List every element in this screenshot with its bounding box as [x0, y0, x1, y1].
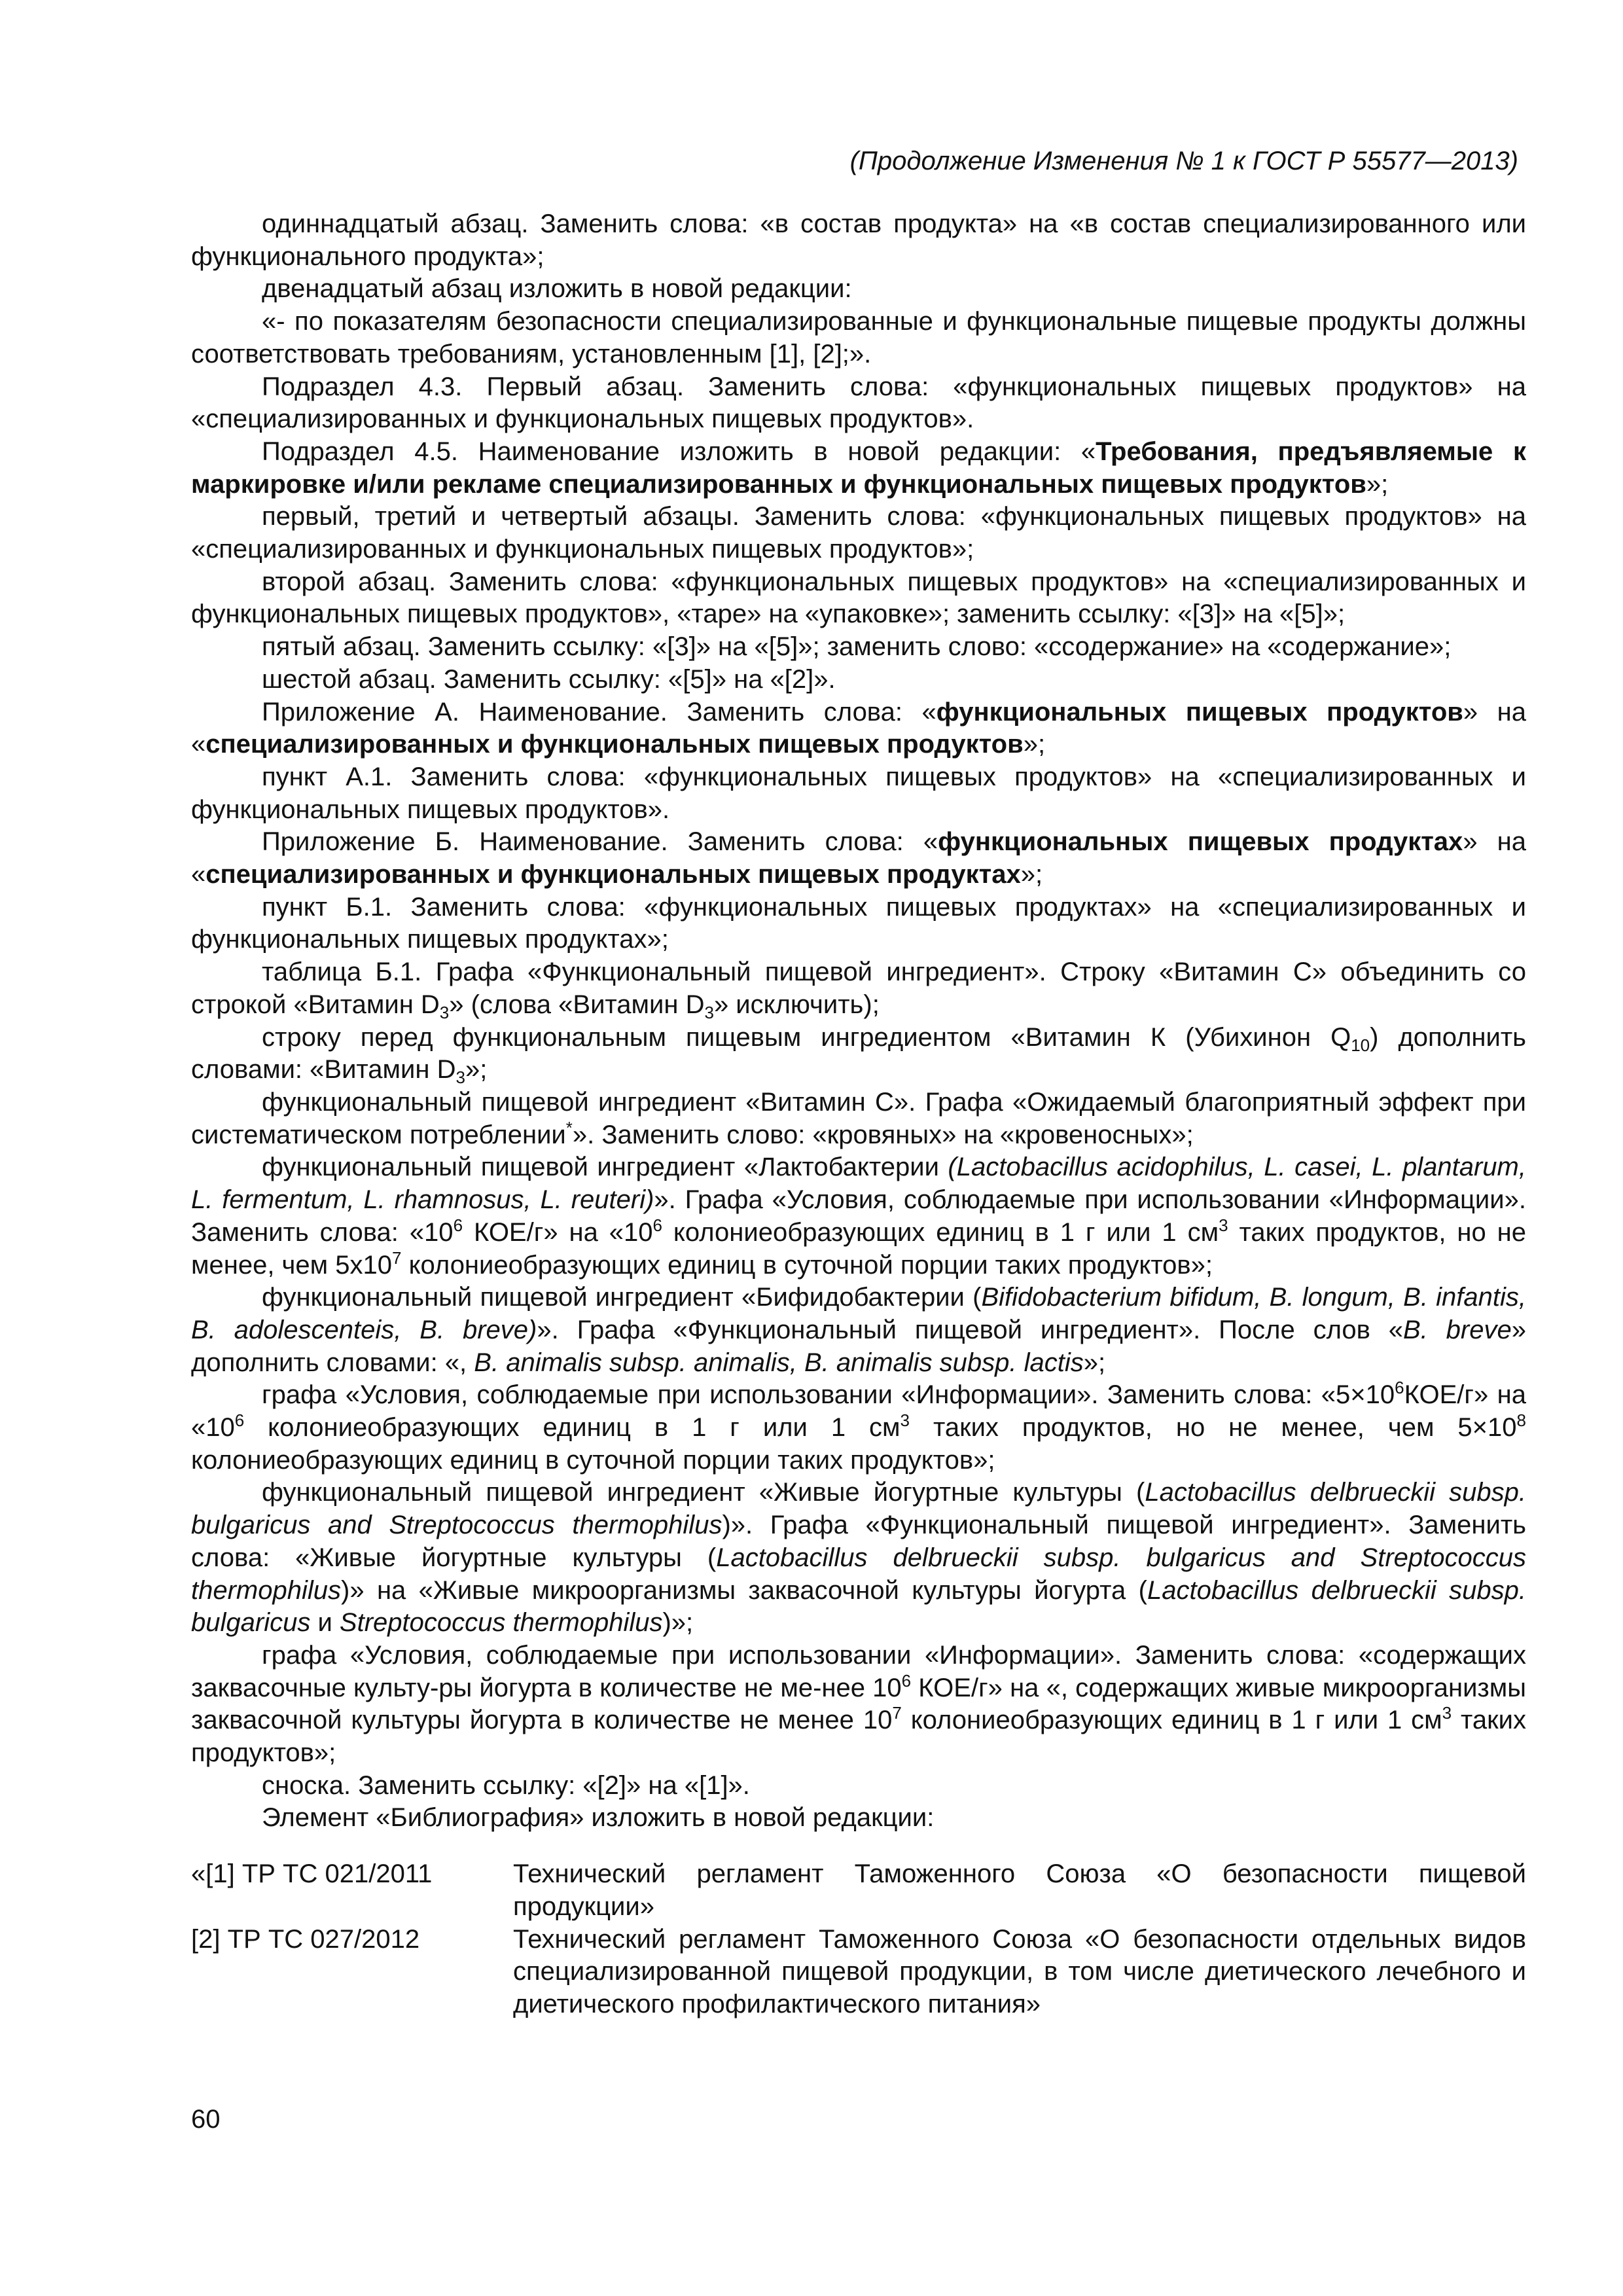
paragraph — [191, 1802, 1526, 1835]
paragraph — [191, 1151, 1526, 1282]
text-run: специализированных и функциональных пищевых продуктах — [205, 860, 1021, 889]
text-run: функциональный пищевой ингредиент «Бифидобактерии ( — [262, 1283, 982, 1312]
text-run: »; — [1023, 730, 1046, 759]
text-run: »; — [465, 1055, 488, 1085]
bibliography — [191, 1858, 1526, 2021]
bibliography-text: Технический регламент Таможенного Союза «О безопасности отдельных видов специализированной пищевой продукции, в том числе диетического лечебного и диетического профилактического питания» — [513, 1924, 1526, 2018]
text-run: КОЕ/г» на «10 — [191, 1380, 1526, 1443]
text-run: 8 — [1516, 1410, 1526, 1431]
text-run: колониеобразующих единиц в 1 г или 1 см — [901, 1706, 1442, 1735]
text-run: 3 — [1442, 1703, 1452, 1723]
text-run: одиннадцатый абзац. Заменить слова: «в состав продукта» на «в состав специализированного или функционального продукта»; — [191, 209, 1526, 271]
text-run: таких продуктов, но не менее, чем 5×10 — [910, 1413, 1517, 1443]
text-run: 6 — [1395, 1378, 1404, 1398]
text-run: таблица Б.1. Графа «Функциональный пищевой ингредиент». Строку «Витамин С» объединить со строкой «Витамин D — [191, 958, 1526, 1019]
text-run: Приложение Б. Наименование. Заменить слова: « — [262, 827, 938, 857]
text-run: функциональный пищевой ингредиент «Живые йогуртные культуры ( — [262, 1478, 1145, 1507]
text-run: » на « — [191, 697, 1526, 759]
bibliography-key: [2] ТР ТС 027/2012 — [191, 1924, 420, 1954]
running-header: (Продолжение Изменения № 1 к ГОСТ Р 55577—2013) — [849, 147, 1518, 175]
paragraph — [191, 1770, 1526, 1803]
document-body — [191, 208, 1526, 2021]
text-run: Подраздел 4.3. Первый абзац. Заменить слова: «функциональных пищевых продуктов» на «специализированных и функциональных пищевых продуктов». — [191, 372, 1526, 434]
text-run: » исключить); — [713, 990, 880, 1019]
text-run: 7 — [892, 1703, 902, 1723]
text-run: таких продуктов, но не менее, чем 5х10 — [191, 1217, 1526, 1280]
paragraph — [191, 1086, 1526, 1151]
text-run: » на « — [191, 827, 1527, 889]
bibliography-entry — [191, 1924, 1526, 2021]
paragraph — [191, 306, 1526, 370]
text-run: B. animalis subsp. animalis, B. animalis subsp. lactis — [474, 1348, 1084, 1377]
text-run: » дополнить словами: «, — [191, 1315, 1526, 1377]
text-run: )» на «Живые микроорганизмы заквасочной культуры йогурта ( — [341, 1575, 1147, 1605]
text-run: пункт А.1. Заменить слова: «функциональных пищевых продуктов» на «специализированных и функциональных пищевых продуктов». — [191, 762, 1526, 824]
text-run: )»; — [662, 1608, 694, 1638]
paragraph — [191, 761, 1526, 826]
text-run: 6 — [453, 1215, 463, 1235]
paragraph — [191, 1379, 1526, 1477]
paragraph — [191, 826, 1526, 891]
paragraph — [191, 371, 1526, 436]
text-run: Подраздел 4.5. Наименование изложить в новой редакции: « — [262, 437, 1096, 466]
paragraph — [191, 1282, 1526, 1379]
paragraph — [191, 1640, 1526, 1770]
text-run: 3 — [1219, 1215, 1228, 1235]
paragraph — [191, 1022, 1526, 1086]
text-run: двенадцатый абзац изложить в новой редакции: — [262, 274, 852, 304]
text-run: »; — [1020, 860, 1043, 889]
text-run: колониеобразующих единиц в 1 г или 1 см — [662, 1217, 1219, 1247]
text-run: 3 — [704, 1002, 714, 1022]
bibliography-text: Технический регламент Таможенного Союза «О безопасности пищевой продукции» — [513, 1859, 1526, 1921]
text-run: Lactobacillus delbrueckii subsp. bulgaricus and Streptococcus thermophilus — [191, 1543, 1526, 1605]
paragraph — [191, 1477, 1526, 1640]
text-run: B. breve — [1403, 1315, 1512, 1344]
text-run: функциональных пищевых продуктах — [938, 827, 1463, 857]
paragraph — [191, 956, 1526, 1021]
text-run: 3 — [455, 1067, 465, 1088]
text-run: ». Заменить слово: «кровяных» на «кровеносных»; — [572, 1120, 1194, 1149]
text-run: »; — [1366, 469, 1389, 499]
text-run: функциональный пищевой ингредиент «Лактобактерии — [262, 1153, 948, 1182]
text-run: пункт Б.1. Заменить слова: «функциональных пищевых продуктах» на «специализированных и функциональных пищевых продуктах»; — [191, 892, 1526, 954]
text-run: 7 — [392, 1247, 402, 1268]
text-run: шестой абзац. Заменить ссылку: «[5]» на «[2]». — [262, 664, 836, 694]
text-run: 6 — [901, 1670, 912, 1691]
text-run: 6 — [652, 1215, 662, 1235]
bibliography-key: «[1] ТР ТС 021/2011 — [191, 1859, 433, 1889]
paragraph-list — [191, 208, 1526, 1835]
text-run: Lactobacillus delbrueckii subsp. bulgaricus — [191, 1575, 1527, 1638]
paragraph — [191, 501, 1526, 565]
text-run: )». Графа «Функциональный пищевой ингредиент». Заменить слова: «Живые йогуртные культуры ( — [191, 1511, 1526, 1572]
text-run: Требования, предъявляемые к маркировке и/или рекламе специализированных и функциональных пищевых продуктов — [191, 437, 1526, 499]
text-run: первый, третий и четвертый абзацы. Заменить слова: «функциональных пищевых продуктов» на «специализированных и функциональных пищевых продуктов»; — [191, 502, 1526, 564]
bibliography-entry — [191, 1858, 1526, 1923]
paragraph — [191, 696, 1526, 761]
text-run: 3 — [900, 1410, 910, 1431]
text-run: колониеобразующих единиц в суточной порции таких продуктов»; — [401, 1250, 1213, 1280]
paragraph — [191, 566, 1526, 631]
text-run: (Lactobacillus acidophilus, L. casei, L. plantarum, L. fermentum, L. rhamnosus, L. reuteri) — [191, 1153, 1526, 1215]
text-run: «- по показателям безопасности специализированные и функциональные пищевые продукты должны соответствовать требованиям, установленным [1], [2];». — [191, 307, 1526, 368]
text-run: Lactobacillus delbrueckii subsp. bulgaricus and Streptococcus thermophilus — [191, 1478, 1526, 1540]
text-run: Streptococcus thermophilus — [339, 1608, 663, 1638]
text-run: КОЕ/г» на «10 — [463, 1217, 653, 1247]
paragraph — [191, 436, 1526, 501]
text-run: таких продуктов»; — [191, 1706, 1527, 1768]
text-run: 10 — [1351, 1035, 1370, 1055]
text-run: второй абзац. Заменить слова: «функциональных пищевых продуктов» на «специализированных и функциональных пищевых продуктов», «таре» на «упаковке»; заменить ссылку: «[3]» на «[5]»; — [191, 567, 1526, 629]
text-run: строку перед функциональным пищевым ингредиентом «Витамин К (Убихинон Q — [262, 1022, 1351, 1052]
page-number: 60 — [191, 2105, 221, 2134]
text-run: 3 — [439, 1002, 450, 1022]
text-run: » (слова «Витамин D — [449, 990, 705, 1019]
paragraph — [191, 273, 1526, 306]
text-run: графа «Условия, соблюдаемые при использовании «Информации». Заменить слова: «5×10 — [262, 1380, 1395, 1410]
text-run: колониеобразующих единиц в 1 г или 1 см — [244, 1413, 901, 1443]
text-run: Приложение А. Наименование. Заменить слова: « — [262, 697, 936, 726]
text-run: функциональный пищевой ингредиент «Витамин С». Графа «Ожидаемый благоприятный эффект при систематическом потреблении — [191, 1087, 1526, 1149]
text-run: сноска. Заменить ссылку: «[2]» на «[1]». — [262, 1770, 750, 1800]
paragraph — [191, 664, 1526, 696]
text-run: функциональных пищевых продуктов — [936, 697, 1463, 726]
paragraph — [191, 891, 1526, 956]
text-run: 6 — [234, 1410, 245, 1431]
text-run: пятый абзац. Заменить ссылку: «[3]» на «[5]»; заменить слово: «ссодержание» на «содержание»; — [262, 632, 1452, 662]
paragraph — [191, 208, 1526, 273]
text-run: и — [310, 1608, 340, 1638]
text-run: ) дополнить словами: «Витамин D — [191, 1022, 1527, 1085]
text-run: специализированных и функциональных пищевых продуктов — [205, 730, 1024, 759]
paragraph — [191, 631, 1526, 664]
text-run: графа «Условия, соблюдаемые при использовании «Информации». Заменить слова: «содержащих заквасочные культу-ры йогурта в количестве не ме-нее 10 — [191, 1640, 1526, 1702]
text-run: Bifidobacterium bifidum, B. longum, B. infantis, B. adolescenteis, B. breve) — [191, 1283, 1526, 1344]
text-run: ». Графа «Условия, соблюдаемые при использовании «Информации». Заменить слова: «10 — [191, 1185, 1526, 1247]
text-run: »; — [1083, 1348, 1106, 1377]
text-run: КОЕ/г» на «, содержащих живые микроорганизмы заквасочной культуры йогурта в количестве не менее 10 — [191, 1673, 1527, 1735]
text-run: колониеобразующих единиц в суточной порции таких продуктов»; — [191, 1445, 995, 1475]
text-run: * — [565, 1117, 573, 1138]
text-run: Элемент «Библиография» изложить в новой редакции: — [262, 1803, 935, 1833]
text-run: ». Графа «Функциональный пищевой ингредиент». После слов « — [537, 1315, 1403, 1344]
